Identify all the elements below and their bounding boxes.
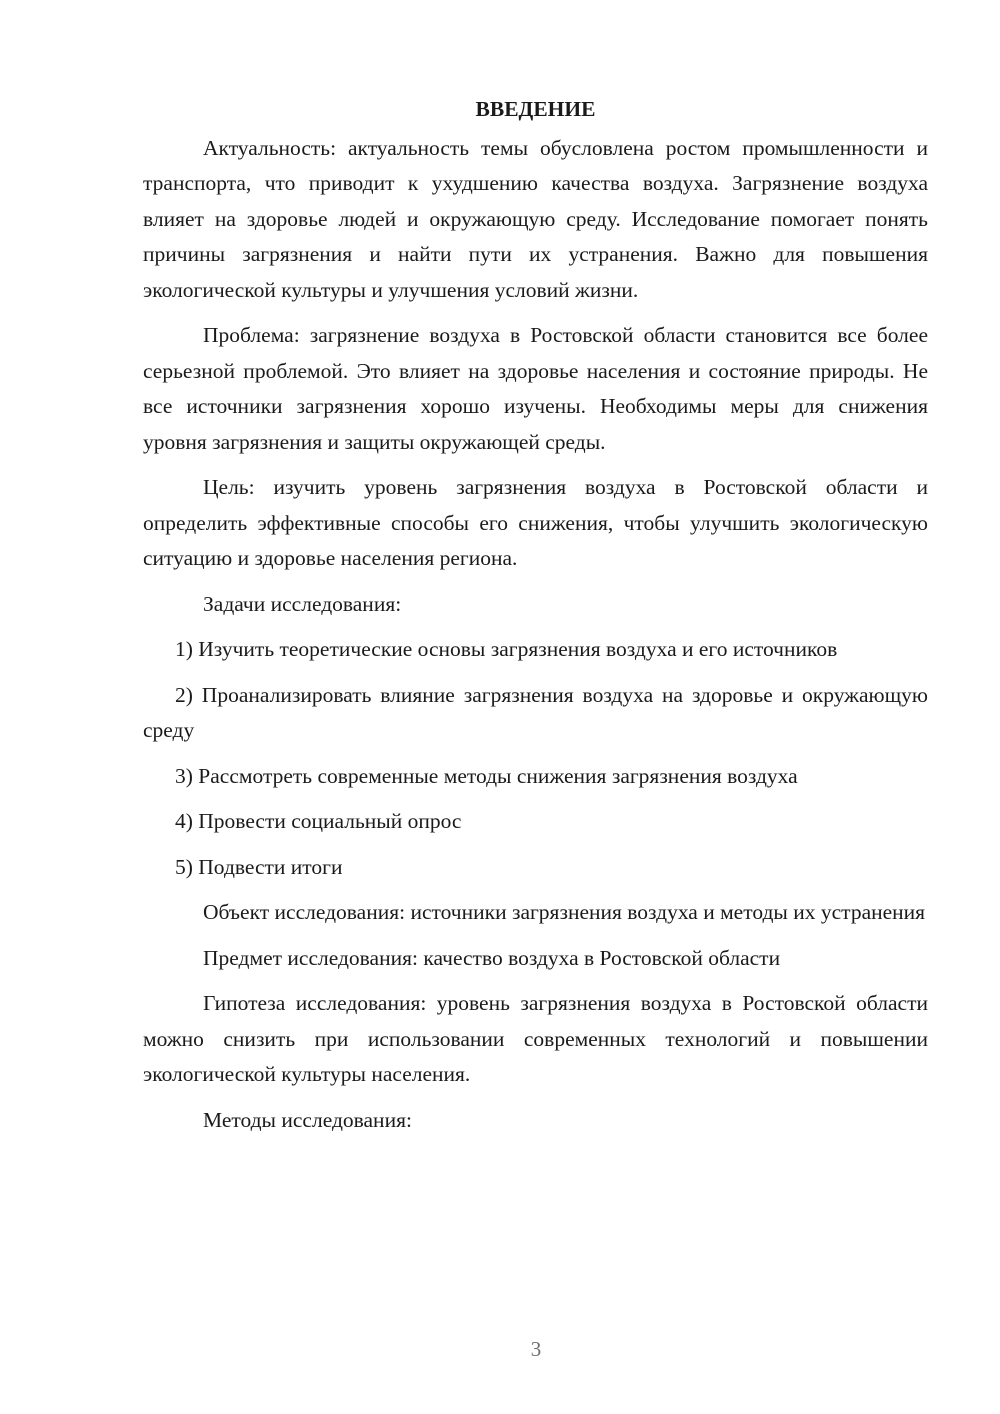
task-item-5: 5) Подвести итоги <box>175 854 343 879</box>
paragraph-relevance: Актуальность: актуальность темы обусловлена ростом промышленности и транспорта, что приводит к ухудшению качества воздуха. Загрязнение воздуха влияет на здоровье людей и окружающую среду. Исследование помогает понять причины загрязнения и найти пути их устранения. Важно для повышения экологической культуры и улучшения условий жизни. <box>143 135 928 302</box>
section-title: ВВЕДЕНИЕ <box>475 97 596 121</box>
paragraph-hypothesis: Гипотеза исследования: уровень загрязнения воздуха в Ростовской области можно снизить при использовании современных технологий и повышении экологической культуры населения. <box>143 991 928 1086</box>
paragraph-subject: Предмет исследования: качество воздуха в Ростовской области <box>203 945 781 970</box>
paragraph-goal: Цель: изучить уровень загрязнения воздуха в Ростовской области и определить эффективные способы его снижения, чтобы улучшить экологическую ситуацию и здоровье населения региона. <box>143 475 928 570</box>
paragraph-object: Объект исследования: источники загрязнения воздуха и методы их устранения <box>203 900 926 924</box>
document-body <box>143 92 928 1148</box>
paragraph-tasks-heading: Задачи исследования: <box>203 591 402 616</box>
page-number: 3 <box>530 1337 542 1361</box>
task-item-3: 3) Рассмотреть современные методы снижения загрязнения воздуха <box>175 763 798 788</box>
task-item-2: 2) Проанализировать влияние загрязнения воздуха на здоровье и окружающую среду <box>143 682 928 742</box>
task-item-4: 4) Провести социальный опрос <box>175 809 462 833</box>
task-item-1: 1) Изучить теоретические основы загрязнения воздуха и его источников <box>175 637 838 661</box>
paragraph-problem: Проблема: загрязнение воздуха в Ростовской области становится все более серьезной проблемой. Это влияет на здоровье населения и состояние природы. Не все источники загрязнения хорошо изучены. Необходимы меры для снижения уровня загрязнения и защиты окружающей среды. <box>143 323 928 454</box>
paragraph-methods: Методы исследования: <box>203 1107 412 1132</box>
